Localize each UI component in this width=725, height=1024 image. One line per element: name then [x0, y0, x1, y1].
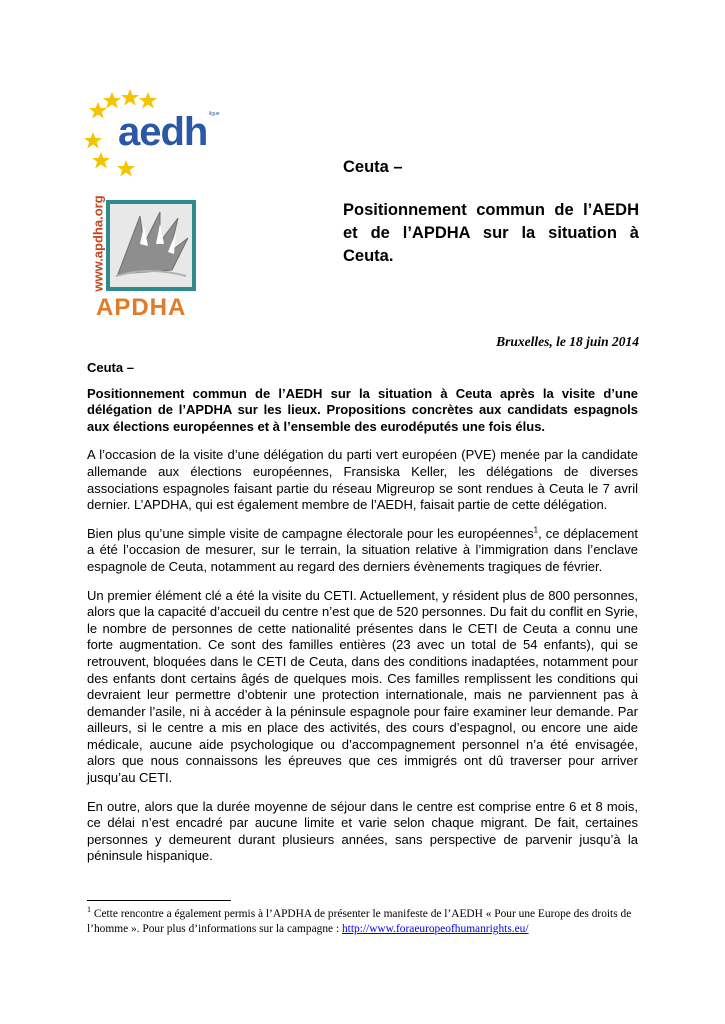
- paragraph-2-text-b: , ce déplacement a été l’occasion de mesurer, sur le terrain, la situation relative à l’immigration dans l’enclave espagnole de Ceuta, notamment au regard des derniers évènements tragiques de février.: [87, 525, 638, 574]
- footnote-reference[interactable]: 1: [533, 525, 539, 535]
- footnote-number: 1: [87, 905, 91, 915]
- aedh-logo-text: aedh: [118, 110, 208, 154]
- apdha-logo-text: APDHA: [96, 294, 187, 321]
- body-subtitle: Ceuta –: [87, 360, 134, 375]
- footnote-link[interactable]: http://www.foraeuropeofhumanrights.eu/: [341, 923, 529, 935]
- apdha-logo: [88, 196, 208, 326]
- body-paragraph-3: Un premier élément clé a été la visite du CETI. Actuellement, y résident plus de 800 personnes, alors que la capacité d’accueil du centre n’est que de 520 personnes. Du fait du conflit en Syrie, le nombre de personnes de cette nationalité présentes dans le CETI de Ceuta a connu une forte augmentation. Ce sont des familles entières (23 avec un total de 54 enfants), qui se retrouvent, bloquées dans le CETI de Ceuta, dans des conditions inadaptées, notamment pour des enfants dont certains âgés de quelques mois. Ces familles remplissent les conditions qui devraient leur permettre d’obtenir une protection internationale, mais ne parviennent pas à demander l’asile, ni à accéder à la péninsule espagnole pour faire examiner leur demande. Par ailleurs, si le centre a mis en place des activités, des cours d’espagnol, ou encore une aide médicale, aucune aide psychologique ou d’accompagnement personnel n’a été envisagée, alors que nous connaissons les épreuves que ces immigrés ont dû traverser pour arriver jusqu’au CETI.: [87, 587, 638, 786]
- footnote: [87, 907, 638, 937]
- paragraph-2-text-a: Bien plus qu’une simple visite de campagne électorale pour les européennes: [87, 525, 534, 541]
- body-paragraph-2: [87, 526, 638, 576]
- document-body: [87, 360, 638, 877]
- aedh-logo: [84, 86, 224, 186]
- apdha-url-text: www.apdha.org: [90, 195, 106, 292]
- apdha-emblem: [106, 200, 196, 291]
- body-paragraph-1: A l’occasion de la visite d’une délégation du parti vert européen (PVE) menée par la candidate allemande aux élections européennes, Fransiska Keller, les délégations de diverses associations espagnoles faisant partie du réseau Migreurop se sont rendues à Ceuta le 7 avril dernier. L’APDHA, qui est également membre de l’AEDH, faisait partie de cette délégation.: [87, 447, 638, 513]
- title-line-2: Positionnement commun de l’AEDH et de l’APDHA sur la situation à Ceuta.: [343, 201, 639, 265]
- title-line-1: Ceuta –: [343, 158, 403, 176]
- document-title: [343, 156, 639, 268]
- date-line: Bruxelles, le 18 juin 2014: [496, 334, 639, 349]
- footnote-text: Cette rencontre a également permis à l’APDHA de présenter le manifeste de l’AEDH « Pour une Europe des droits de l’homme ». Pour plus d’informations sur la campagne :: [87, 908, 632, 935]
- body-lead-paragraph: Positionnement commun de l’AEDH sur la situation à Ceuta après la visite d’une délégation de l’APDHA sur les lieux. Propositions concrètes aux candidats espagnols aux élections européennes et à l’ensemble des eurodéputés une fois élus.: [87, 385, 638, 434]
- footnote-divider: [87, 900, 231, 901]
- dove-icon: [110, 204, 192, 287]
- aedh-logo-small-text: ligue: [209, 111, 220, 117]
- body-paragraph-4: En outre, alors que la durée moyenne de séjour dans le centre est comprise entre 6 et 8 mois, ce délai n’est encadré par aucune limite et varie selon chaque migrant. De fait, certaines personnes y demeurent durant plusieurs années, sans perspective de parvenir jusqu’à la péninsule hispanique.: [87, 798, 638, 864]
